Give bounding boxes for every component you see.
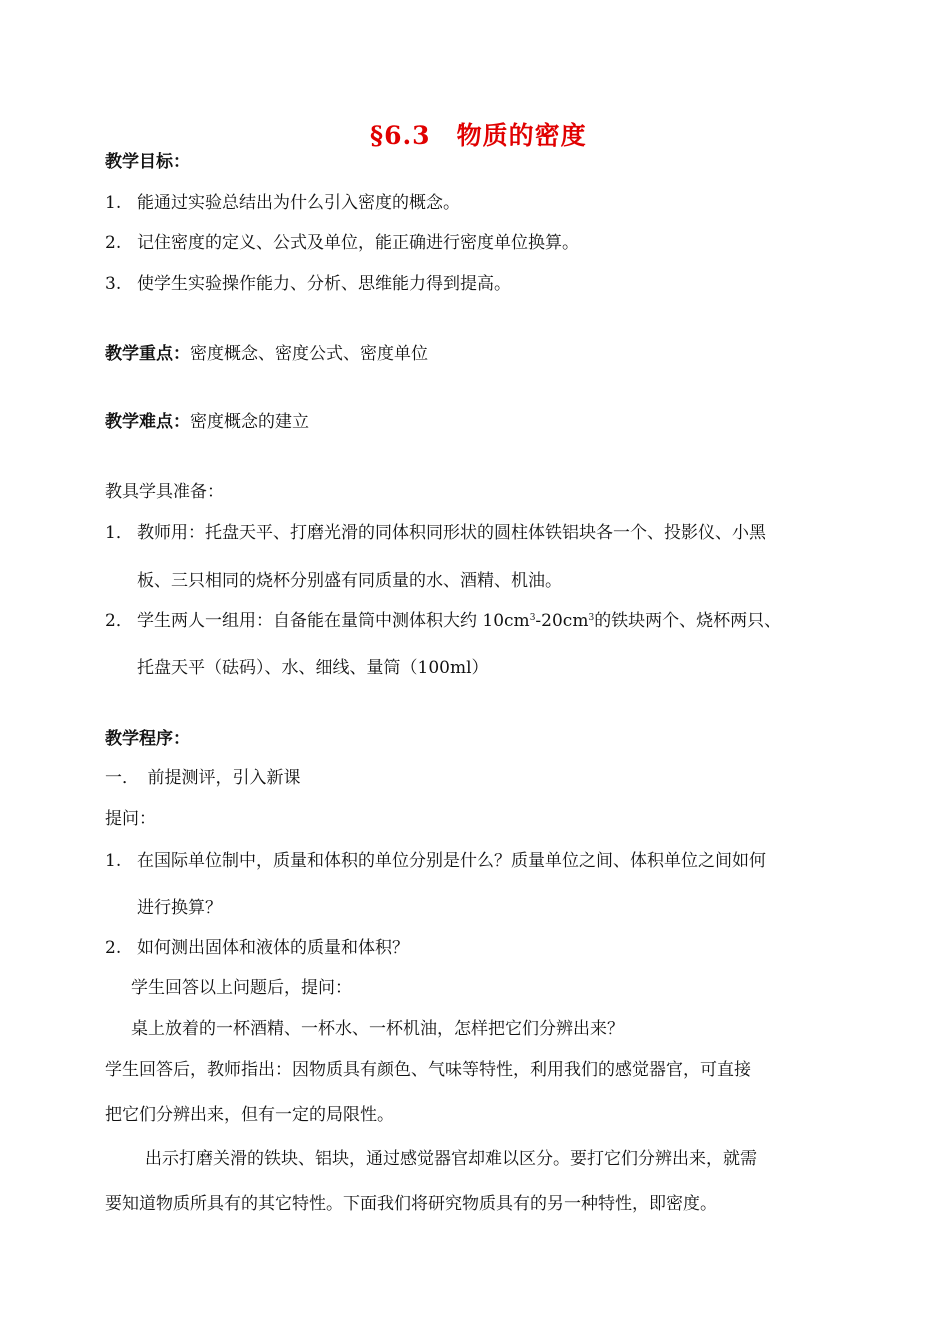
equipment-number: 2．	[105, 611, 133, 631]
equipment-text-part: 的铁块两个、烧杯两只、	[594, 611, 782, 631]
difficulties-text: 密度概念的建立	[190, 412, 309, 432]
difficulties-label: 教学难点：	[105, 412, 190, 432]
equipment-text	[137, 610, 781, 632]
paragraph: 把它们分辨出来，但有一定的局限性。	[105, 1105, 394, 1125]
objectives-heading: 教学目标：	[105, 152, 190, 172]
paragraph: 学生回答后，教师指出：因物质具有颜色、气味等特性，利用我们的感觉器官，可直接	[105, 1060, 751, 1080]
equipment-number: 1．	[105, 523, 133, 543]
ask-label: 提问：	[105, 809, 156, 829]
objective-number: 2.	[105, 233, 122, 253]
key-points-text: 密度概念、密度公式、密度单位	[190, 344, 428, 364]
objective-text: 能通过实验总结出为什么引入密度的概念。	[137, 193, 460, 213]
key-points-line	[105, 343, 428, 365]
equipment-text: 托盘天平（砝码）、水、细线、量筒（100ml）	[137, 658, 489, 678]
paragraph: 出示打磨关滑的铁块、铝块，通过感觉器官却难以区分。要打它们分辨出来，就需	[145, 1149, 757, 1169]
equipment-text-part: -20cm	[535, 611, 589, 631]
superscript: 3	[588, 613, 595, 623]
question-text: 在国际单位制中，质量和体积的单位分别是什么？质量单位之间、体积单位之间如何	[137, 851, 766, 871]
objective-number: 1.	[105, 193, 122, 213]
difficulties-line	[105, 411, 309, 433]
objective-text: 记住密度的定义、公式及单位，能正确进行密度单位换算。	[137, 233, 579, 253]
paragraph: 学生回答以上问题后，提问：	[131, 978, 352, 998]
paragraph: 要知道物质所具有的其它特性。下面我们将研究物质具有的另一种特性，即密度。	[105, 1194, 717, 1214]
page-title: §6.3 物质的密度	[370, 121, 587, 150]
procedure-heading: 教学程序：	[105, 729, 190, 749]
objective-text: 使学生实验操作能力、分析、思维能力得到提高。	[137, 274, 511, 294]
equipment-text: 教师用：托盘天平、打磨光滑的同体积同形状的圆柱体铁铝块各一个、投影仪、小黑	[137, 523, 766, 543]
key-points-label: 教学重点：	[105, 344, 190, 364]
equipment-text: 板、三只相同的烧杯分别盛有同质量的水、酒精、机油。	[137, 571, 562, 591]
question-number: 1.	[105, 851, 122, 871]
equipment-heading: 教具学具准备：	[105, 482, 224, 502]
question-text: 进行换算？	[137, 898, 222, 918]
objective-number: 3.	[105, 274, 122, 294]
equipment-text-part: 学生两人一组用：自备能在量筒中测体积大约 10cm	[137, 611, 530, 631]
question-number: 2.	[105, 938, 122, 958]
question-text: 如何测出固体和液体的质量和体积？	[137, 938, 409, 958]
superscript: 3	[529, 613, 536, 623]
paragraph: 桌上放着的一杯酒精、一杯水、一杯机油，怎样把它们分辨出来？	[131, 1019, 624, 1039]
section-heading: 一． 前提测评，引入新课	[105, 768, 301, 788]
